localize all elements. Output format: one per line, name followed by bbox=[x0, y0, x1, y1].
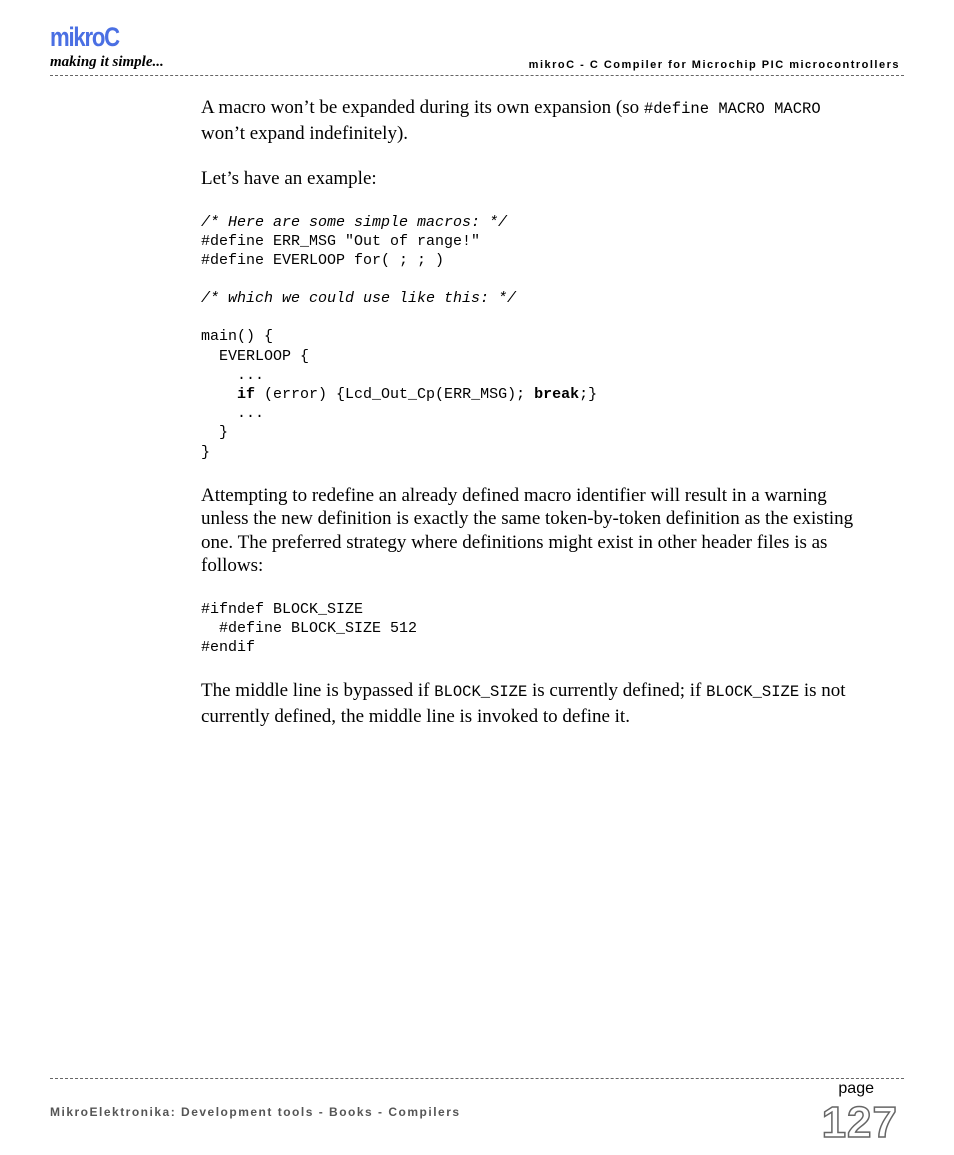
footer-publisher: MikroElektronika: Development tools - Books - Compilers bbox=[50, 1105, 461, 1119]
mikroc-logo: mikroC bbox=[50, 22, 119, 52]
code-line: } bbox=[201, 424, 229, 442]
code-block-ifndef bbox=[201, 600, 861, 658]
inline-code: #define MACRO MACRO bbox=[643, 100, 821, 118]
code-line: ... bbox=[201, 405, 265, 423]
code-line: } bbox=[201, 443, 211, 461]
paragraph-macro-expansion: A macro won’t be expanded during its own expansion (so #define MACRO MACRO won’t expand indefinitely). bbox=[201, 97, 821, 144]
paragraph-middle-line: The middle line is bypassed if BLOCK_SIZE is currently defined; if BLOCK_SIZE is not currently defined, the middle line is invoked to define it. bbox=[201, 680, 846, 727]
paragraph-example-intro: Let’s have an example: bbox=[201, 168, 377, 189]
page-content bbox=[201, 96, 861, 728]
code-block-macros bbox=[201, 213, 861, 462]
code-line: /* which we could use like this: */ bbox=[201, 290, 517, 308]
page-number: 127 bbox=[821, 1098, 898, 1147]
code-line: ... bbox=[201, 366, 265, 384]
paragraph-redefine-warning: Attempting to redefine an already defined macro identifier will result in a warning unless the new definition is exactly the same token-by-token definition as the existing one. The preferred strategy where definitions might exist in other header files is as follows: bbox=[201, 484, 854, 577]
tagline: making it simple... bbox=[50, 54, 164, 70]
inline-code: BLOCK_SIZE bbox=[706, 683, 800, 702]
inline-code: BLOCK_SIZE bbox=[434, 683, 528, 702]
code-line: #define EVERLOOP for( ; ; ) bbox=[201, 251, 445, 269]
code-line: #define BLOCK_SIZE 512 bbox=[201, 619, 418, 637]
page-label: page bbox=[838, 1080, 874, 1097]
footer-divider bbox=[50, 1078, 904, 1079]
code-line: #define ERR_MSG "Out of range!" bbox=[201, 232, 481, 250]
header-title: mikroC - C Compiler for Microchip PIC microcontrollers bbox=[528, 59, 900, 71]
code-line: EVERLOOP { bbox=[201, 347, 310, 365]
code-line: if (error) {Lcd_Out_Cp(ERR_MSG); break;} bbox=[237, 385, 598, 403]
code-line: main() { bbox=[201, 328, 274, 346]
header-divider bbox=[50, 75, 904, 76]
code-line: #ifndef BLOCK_SIZE bbox=[201, 600, 364, 618]
code-line: /* Here are some simple macros: */ bbox=[201, 213, 508, 231]
code-line: #endif bbox=[201, 639, 256, 657]
